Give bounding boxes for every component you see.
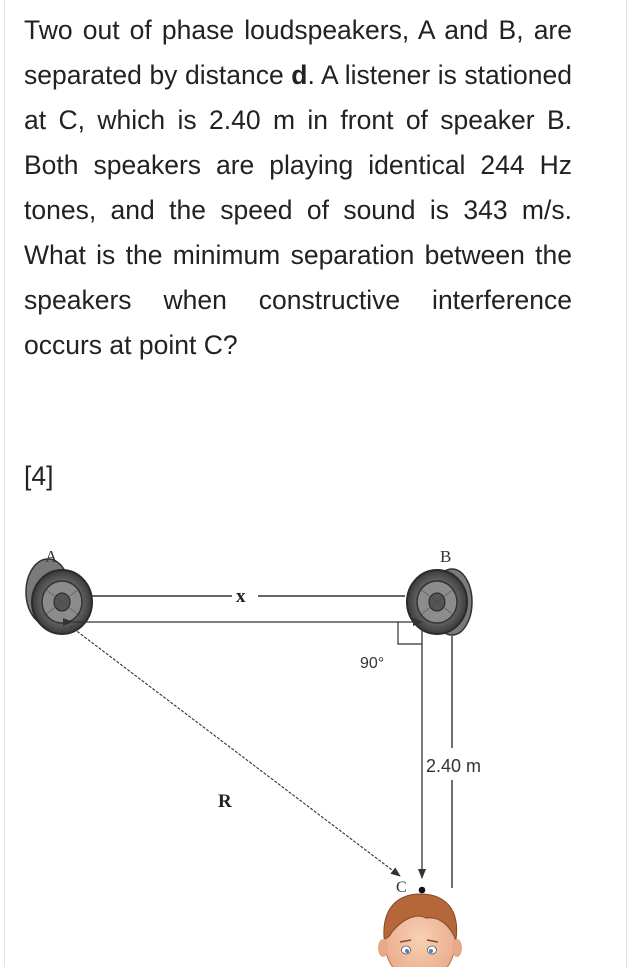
path-a-to-c: [70, 626, 400, 876]
point-c-marker: [419, 887, 426, 894]
speaker-a-icon: [26, 559, 92, 634]
label-r: R: [218, 791, 232, 812]
listener-icon: [378, 894, 462, 967]
distance-variable: d: [291, 60, 308, 90]
question-part-2: . A listener is stationed at C, which is 2.40 m in front of speaker B. Both speakers are playing identical 244 Hz tones, and the speed of sound is 343 m/s. What is the minimum separation between the speakers when constructive interference occurs at point C?: [24, 60, 572, 360]
marks-label: [4]: [24, 461, 54, 491]
speaker-diagram: [0, 530, 633, 967]
label-x: x: [236, 586, 246, 607]
question-part-1: Two out of phase loudspeakers, A and B, are separated by distance: [24, 15, 572, 90]
speaker-b-icon: [407, 569, 472, 635]
label-c: C: [396, 879, 407, 896]
label-b: B: [440, 547, 452, 566]
label-a: A: [45, 547, 58, 566]
angle-label: 90°: [360, 655, 385, 672]
question-text: [24, 8, 572, 368]
distance-label: 2.40 m: [426, 756, 482, 776]
